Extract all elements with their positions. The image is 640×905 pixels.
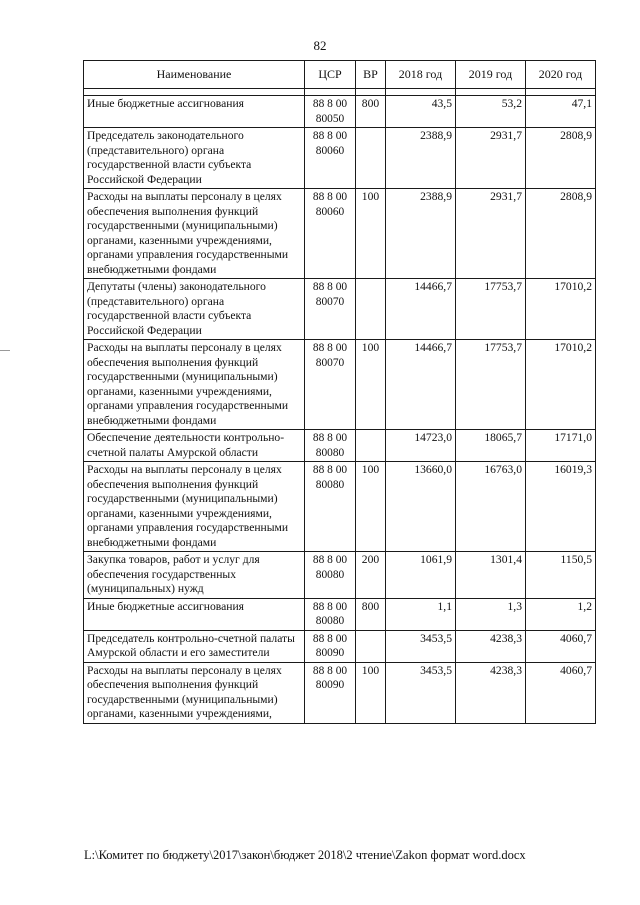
row-2018: 2388,9 xyxy=(386,128,456,189)
row-2019: 18065,7 xyxy=(456,430,526,462)
row-2018: 14466,7 xyxy=(386,340,456,430)
row-2020: 17010,2 xyxy=(526,279,596,340)
row-2018: 1,1 xyxy=(386,598,456,630)
row-2018: 14466,7 xyxy=(386,279,456,340)
table-row xyxy=(84,462,596,552)
header-csr: ЦСР xyxy=(305,61,356,89)
row-vr xyxy=(356,279,386,340)
row-2018: 13660,0 xyxy=(386,462,456,552)
row-2018: 2388,9 xyxy=(386,189,456,279)
row-csr: 88 8 00 80060 xyxy=(305,189,356,279)
row-name: Обеспечение деятельности контрольно-счетной палаты Амурской области xyxy=(84,430,305,462)
row-2020: 47,1 xyxy=(526,96,596,128)
row-2020: 1,2 xyxy=(526,598,596,630)
row-name: Расходы на выплаты персоналу в целях обеспечения выполнения функций государственными (муниципальными) органами, казенными учреждениями, органами управления государственными внебюджетными фондами xyxy=(84,340,305,430)
row-csr: 88 8 00 80080 xyxy=(305,552,356,599)
row-2020: 1150,5 xyxy=(526,552,596,599)
table-row xyxy=(84,430,596,462)
table-header-row xyxy=(84,61,596,89)
header-name: Наименование xyxy=(84,61,305,89)
table-row xyxy=(84,128,596,189)
row-2019: 2931,7 xyxy=(456,189,526,279)
table-row xyxy=(84,340,596,430)
row-2018: 43,5 xyxy=(386,96,456,128)
row-csr: 88 8 00 80070 xyxy=(305,279,356,340)
row-vr: 100 xyxy=(356,662,386,723)
scan-edge-mark xyxy=(0,350,10,351)
table-row xyxy=(84,279,596,340)
row-2019: 16763,0 xyxy=(456,462,526,552)
row-vr: 100 xyxy=(356,189,386,279)
row-csr: 88 8 00 80090 xyxy=(305,662,356,723)
row-vr: 200 xyxy=(356,552,386,599)
row-name: Депутаты (члены) законодательного (представительного) органа государственной власти субъекта Российской Федерации xyxy=(84,279,305,340)
row-csr: 88 8 00 80080 xyxy=(305,462,356,552)
row-csr: 88 8 00 80060 xyxy=(305,128,356,189)
header-2019: 2019 год xyxy=(456,61,526,89)
row-2019: 17753,7 xyxy=(456,340,526,430)
row-vr xyxy=(356,128,386,189)
page-number: 82 xyxy=(313,38,327,53)
row-vr: 100 xyxy=(356,340,386,430)
row-name: Расходы на выплаты персоналу в целях обеспечения выполнения функций государственными (муниципальными) органами, казенными учреждениями, органами управления государственными внебюджетными фондами xyxy=(84,189,305,279)
row-2020: 16019,3 xyxy=(526,462,596,552)
header-vr: ВР xyxy=(356,61,386,89)
row-csr: 88 8 00 80080 xyxy=(305,430,356,462)
row-name: Иные бюджетные ассигнования xyxy=(84,598,305,630)
row-vr: 800 xyxy=(356,598,386,630)
row-name: Расходы на выплаты персоналу в целях обеспечения выполнения функций государственными (муниципальными) органами, казенными учреждениями, xyxy=(84,662,305,723)
row-vr: 100 xyxy=(356,462,386,552)
row-2018: 3453,5 xyxy=(386,662,456,723)
row-2020: 2808,9 xyxy=(526,189,596,279)
row-2018: 14723,0 xyxy=(386,430,456,462)
row-2018: 3453,5 xyxy=(386,630,456,662)
table-row xyxy=(84,189,596,279)
row-name: Председатель контрольно-счетной палаты Амурской области и его заместители xyxy=(84,630,305,662)
row-2019: 17753,7 xyxy=(456,279,526,340)
row-2020: 4060,7 xyxy=(526,662,596,723)
table-row xyxy=(84,630,596,662)
table-row xyxy=(84,598,596,630)
row-vr xyxy=(356,630,386,662)
table-spacer-row xyxy=(84,89,596,96)
budget-table xyxy=(83,60,596,724)
table-row xyxy=(84,96,596,128)
row-name: Председатель законодательного (представительного) органа государственной власти субъекта Российской Федерации xyxy=(84,128,305,189)
row-2020: 4060,7 xyxy=(526,630,596,662)
row-2019: 53,2 xyxy=(456,96,526,128)
row-2019: 1,3 xyxy=(456,598,526,630)
table-row xyxy=(84,552,596,599)
row-2019: 4238,3 xyxy=(456,662,526,723)
row-csr: 88 8 00 80080 xyxy=(305,598,356,630)
row-csr: 88 8 00 80070 xyxy=(305,340,356,430)
row-2019: 1301,4 xyxy=(456,552,526,599)
row-2019: 2931,7 xyxy=(456,128,526,189)
row-csr: 88 8 00 80050 xyxy=(305,96,356,128)
row-name: Иные бюджетные ассигнования xyxy=(84,96,305,128)
row-vr: 800 xyxy=(356,96,386,128)
row-2020: 17171,0 xyxy=(526,430,596,462)
row-vr xyxy=(356,430,386,462)
header-2018: 2018 год xyxy=(386,61,456,89)
row-name: Закупка товаров, работ и услуг для обеспечения государственных (муниципальных) нужд xyxy=(84,552,305,599)
row-csr: 88 8 00 80090 xyxy=(305,630,356,662)
table-row xyxy=(84,662,596,723)
header-2020: 2020 год xyxy=(526,61,596,89)
row-name: Расходы на выплаты персоналу в целях обеспечения выполнения функций государственными (муниципальными) органами, казенными учреждениями, органами управления государственными внебюджетными фондами xyxy=(84,462,305,552)
row-2018: 1061,9 xyxy=(386,552,456,599)
row-2020: 2808,9 xyxy=(526,128,596,189)
footer-file-path: L:\Комитет по бюджету\2017\закон\бюджет 2018\2 чтение\Zakon формат word.docx xyxy=(84,848,526,862)
row-2020: 17010,2 xyxy=(526,340,596,430)
row-2019: 4238,3 xyxy=(456,630,526,662)
